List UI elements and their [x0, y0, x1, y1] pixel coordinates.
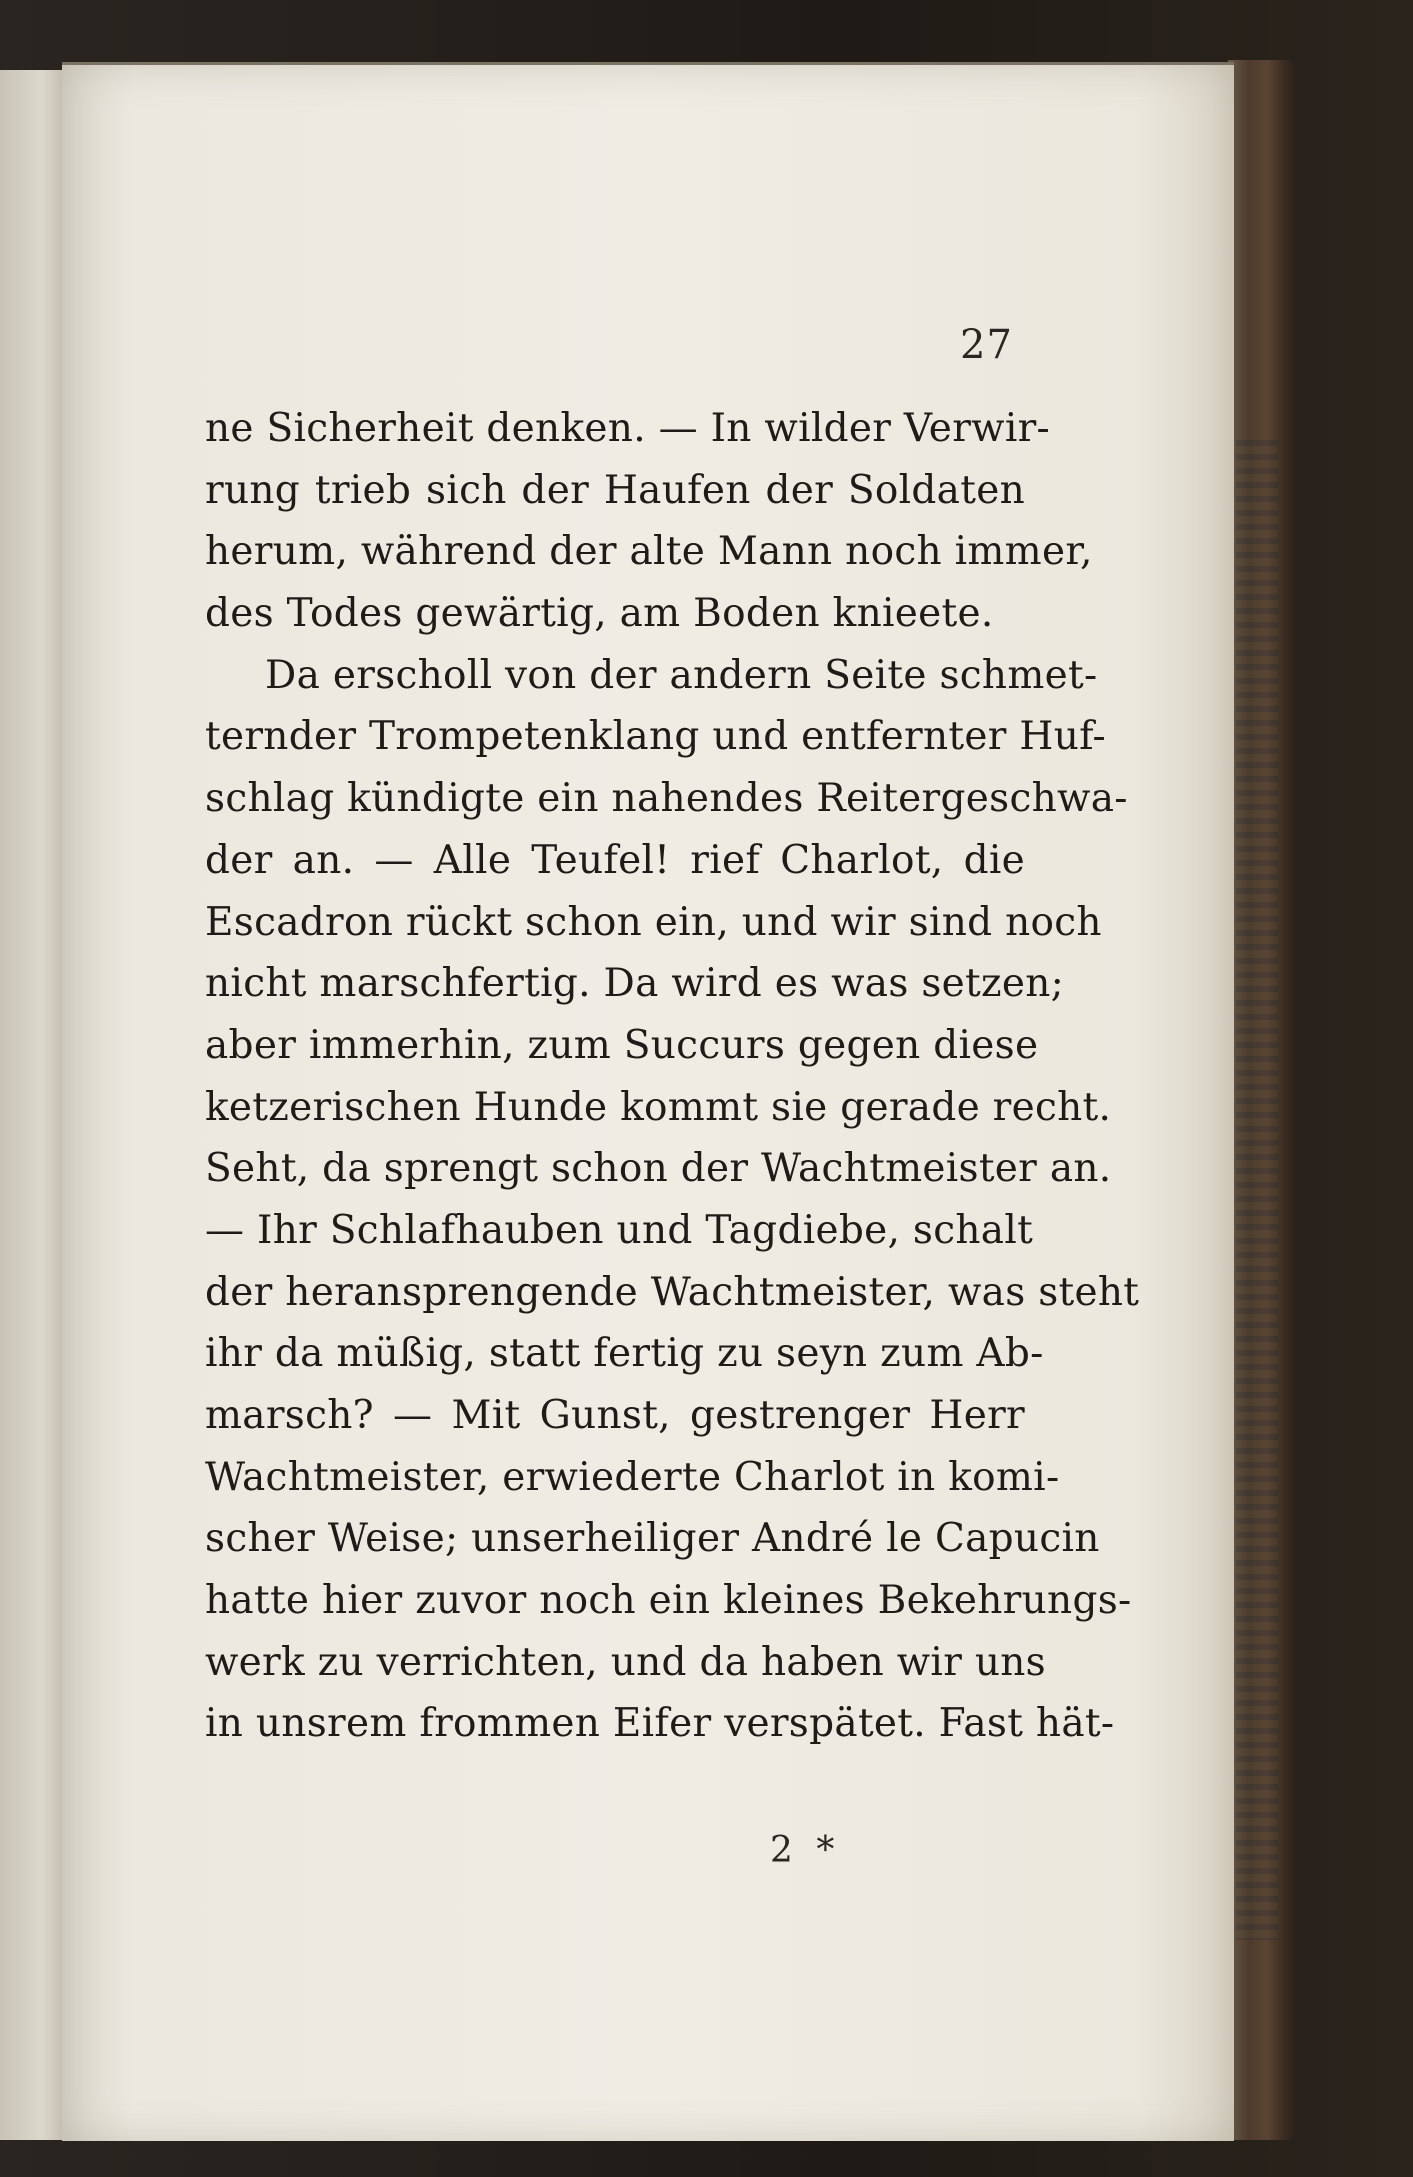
text-line: der heransprengende Wachtmeister, was steht — [205, 1269, 1140, 1315]
text-line: ihr da müßig, statt fertig zu seyn zum Ab- — [205, 1331, 1044, 1377]
text-line: Da erscholl von der andern Seite schmet- — [265, 652, 1098, 698]
text-line: ne Sicherheit denken. — In wilder Verwir- — [205, 406, 1051, 451]
page-number: 27 — [960, 322, 1013, 368]
text-line: rung trieb sich der Haufen der Soldaten — [205, 467, 1025, 513]
text-line: — Ihr Schlafhauben und Tagdiebe, schalt — [205, 1207, 1034, 1253]
text-line: Escadron rückt schon ein, und wir sind noch — [205, 899, 1102, 945]
text-line: marsch? — Mit Gunst, gestrenger Herr — [205, 1393, 1025, 1438]
text-line: herum, während der alte Mann noch immer, — [205, 529, 1093, 575]
text-line: aber immerhin, zum Succurs gegen diese — [205, 1022, 1039, 1068]
text-line: Wachtmeister, erwiederte Charlot in komi- — [205, 1454, 1060, 1500]
text-line: des Todes gewärtig, am Boden knieete. — [205, 591, 994, 637]
text-line: hatte hier zuvor noch ein kleines Bekehrungs- — [205, 1578, 1132, 1624]
text-line: Seht, da sprengt schon der Wachtmeister an. — [205, 1146, 1112, 1192]
text-line: nicht marschfertig. Da wird es was setzen; — [205, 961, 1065, 1007]
page-text — [205, 398, 1140, 1755]
text-line: scher Weise; unserheiliger André le Capucin — [205, 1516, 1100, 1562]
signature-mark: 2 * — [770, 1830, 841, 1871]
text-line: ternder Trompetenklang und entfernter Huf- — [205, 714, 1106, 760]
text-line: schlag kündigte ein nahendes Reitergeschwa- — [205, 776, 1128, 822]
text-line: werk zu verrichten, und da haben wir uns — [205, 1639, 1046, 1685]
text-line: der an. — Alle Teufel! rief Charlot, die — [205, 837, 1025, 883]
text-line: ketzerischen Hunde kommt sie gerade recht. — [205, 1084, 1112, 1130]
text-line: in unsrem frommen Eifer verspätet. Fast hät- — [205, 1701, 1115, 1747]
book-spine-edge — [1228, 60, 1298, 2140]
